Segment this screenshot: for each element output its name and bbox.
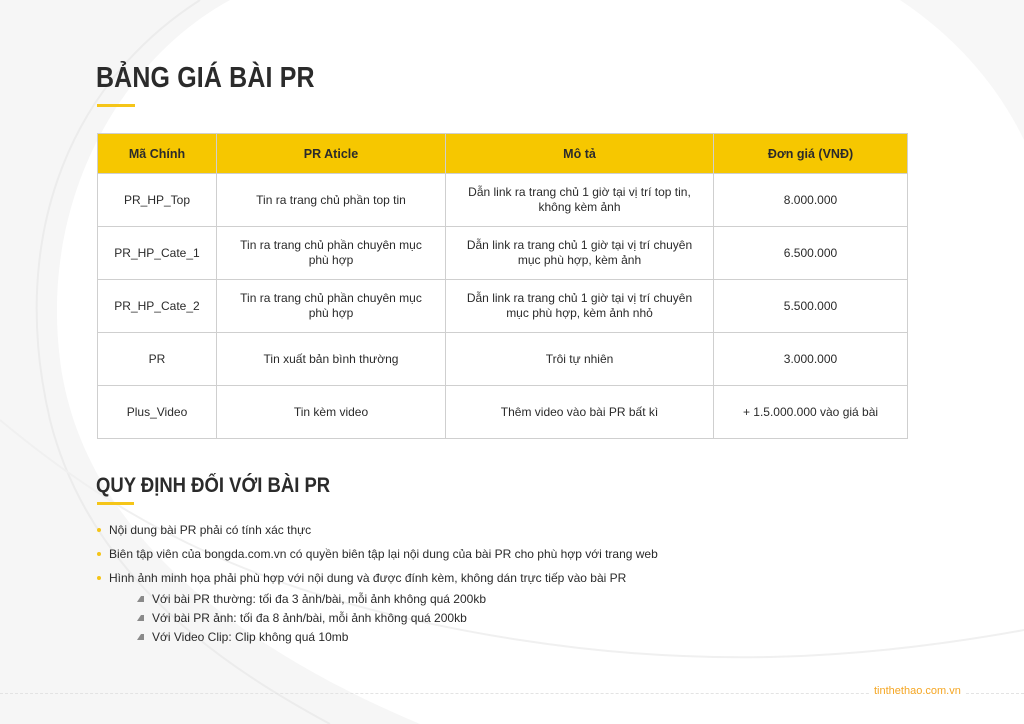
bullet-dot-icon (97, 528, 101, 532)
price-table (97, 133, 908, 439)
cell-description: Dẫn link ra trang chủ 1 giờ tại vị trí chuyên mục phù hợp, kèm ảnh (446, 227, 714, 280)
triangle-bullet-icon (137, 596, 144, 602)
rule-text: Biên tập viên của bongda.com.vn có quyền biên tập lại nội dung của bài PR cho phù hợp với trang web (109, 547, 658, 561)
rules-title-underline (97, 502, 134, 505)
header-article: PR Aticle (217, 134, 446, 174)
header-code: Mã Chính (98, 134, 217, 174)
triangle-bullet-icon (137, 634, 144, 640)
cell-price: + 1.5.000.000 vào giá bài (714, 386, 908, 439)
cell-article: Tin ra trang chủ phần top tin (217, 174, 446, 227)
list-item (97, 566, 658, 590)
cell-code: PR_HP_Top (98, 174, 217, 227)
triangle-bullet-icon (137, 615, 144, 621)
sub-rule-text: Với bài PR thường: tối đa 3 ảnh/bài, mỗi ảnh không quá 200kb (152, 592, 486, 606)
cell-description: Dẫn link ra trang chủ 1 giờ tại vị trí chuyên mục phù hợp, kèm ảnh nhỏ (446, 280, 714, 333)
cell-description: Dẫn link ra trang chủ 1 giờ tại vị trí top tin, không kèm ảnh (446, 174, 714, 227)
footer-website: tinthethao.com.vn (870, 685, 965, 697)
cell-description: Trôi tự nhiên (446, 333, 714, 386)
cell-price: 5.500.000 (714, 280, 908, 333)
cell-article: Tin xuất bản bình thường (217, 333, 446, 386)
rule-text: Nội dung bài PR phải có tính xác thực (109, 523, 312, 537)
table-row (98, 227, 908, 280)
cell-price: 3.000.000 (714, 333, 908, 386)
sub-rule-text: Với bài PR ảnh: tối đa 8 ảnh/bài, mỗi ảnh không quá 200kb (152, 611, 467, 625)
header-price: Đơn giá (VNĐ) (714, 134, 908, 174)
table-header-row (98, 134, 908, 174)
cell-code: Plus_Video (98, 386, 217, 439)
rules-title: QUY ĐỊNH ĐỐI VỚI BÀI PR (96, 474, 331, 497)
rules-list (97, 518, 658, 647)
header-description: Mô tả (446, 134, 714, 174)
cell-price: 8.000.000 (714, 174, 908, 227)
list-item (97, 542, 658, 566)
cell-article: Tin ra trang chủ phần chuyên mục phù hợp (217, 280, 446, 333)
table-row (98, 174, 908, 227)
cell-article: Tin ra trang chủ phần chuyên mục phù hợp (217, 227, 446, 280)
page-title: BẢNG GIÁ BÀI PR (96, 62, 315, 94)
cell-description: Thêm video vào bài PR bất kì (446, 386, 714, 439)
cell-code: PR_HP_Cate_1 (98, 227, 217, 280)
rule-text: Hình ảnh minh họa phải phù hợp với nội dung và được đính kèm, không dán trực tiếp vào bài PR (109, 571, 627, 585)
bullet-dot-icon (97, 552, 101, 556)
sub-list-item (97, 609, 658, 628)
table-row (98, 280, 908, 333)
title-underline (97, 104, 135, 107)
sub-rule-text: Với Video Clip: Clip không quá 10mb (152, 630, 349, 644)
sub-list-item (97, 590, 658, 609)
cell-code: PR_HP_Cate_2 (98, 280, 217, 333)
list-item (97, 518, 658, 542)
bullet-dot-icon (97, 576, 101, 580)
cell-article: Tin kèm video (217, 386, 446, 439)
cell-price: 6.500.000 (714, 227, 908, 280)
table-row (98, 333, 908, 386)
cell-code: PR (98, 333, 217, 386)
sub-list-item (97, 628, 658, 647)
table-row (98, 386, 908, 439)
